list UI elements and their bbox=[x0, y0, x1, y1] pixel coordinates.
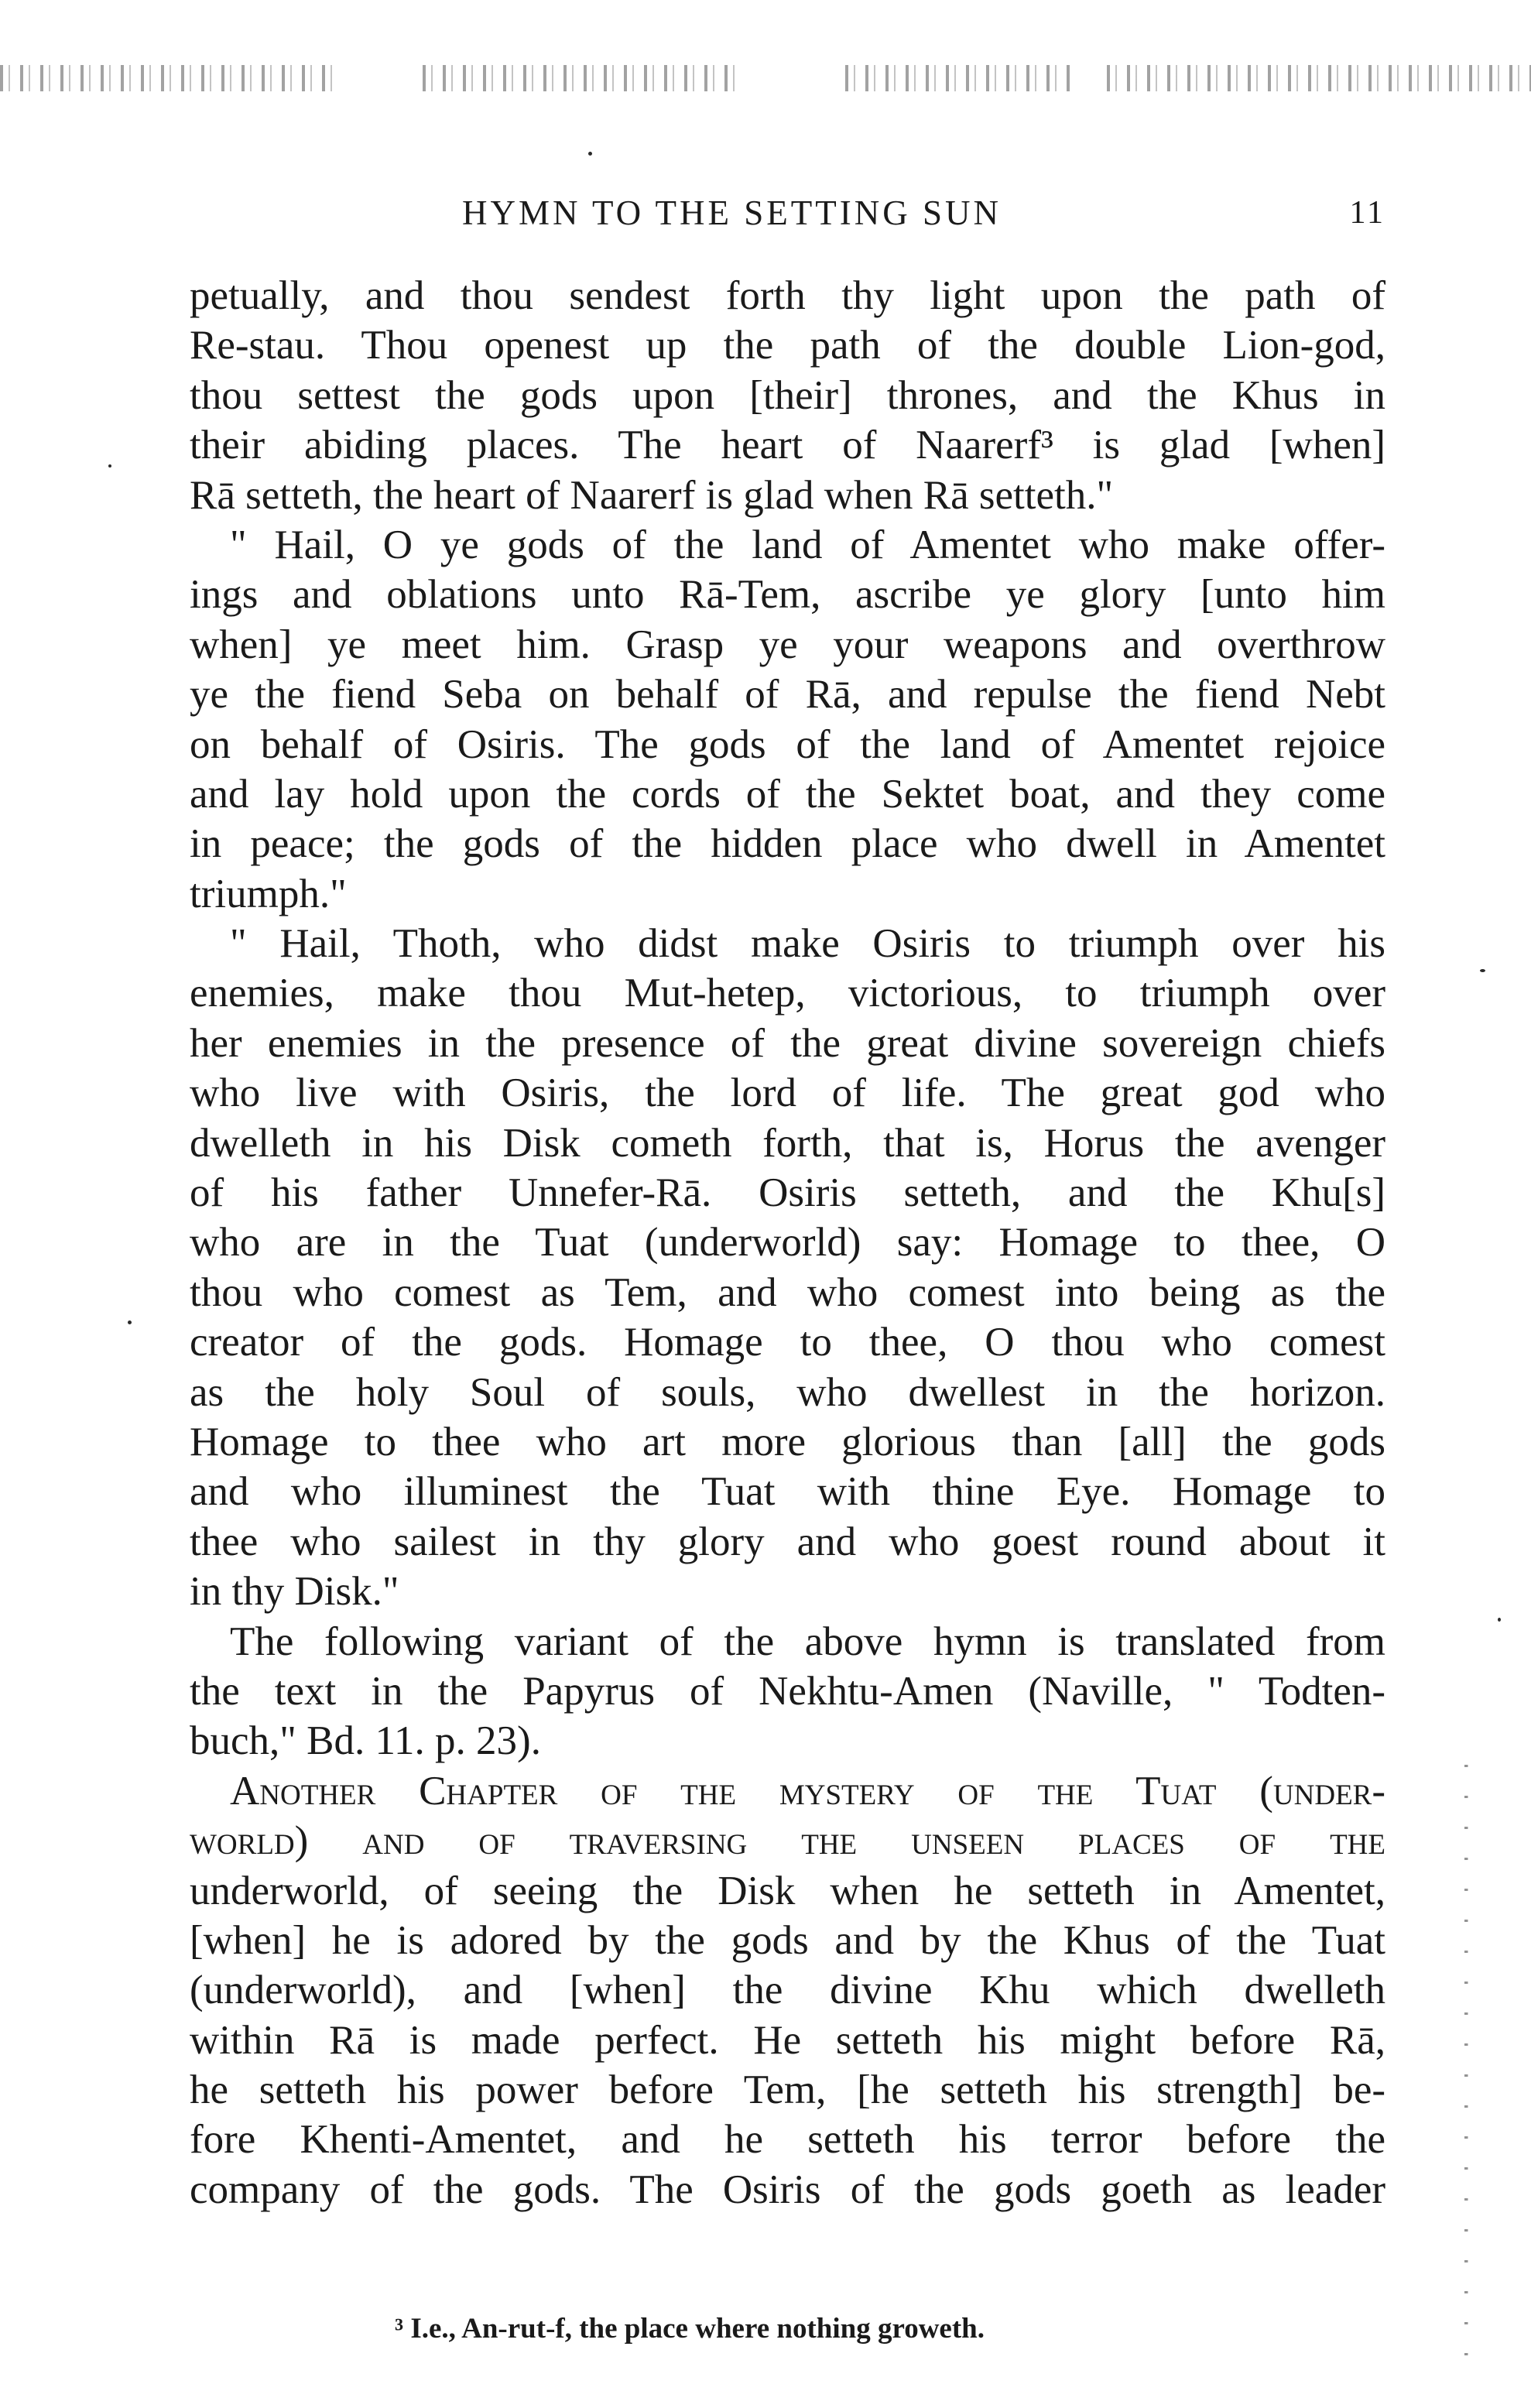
body-text bbox=[190, 271, 1385, 2214]
scan-speck bbox=[128, 1320, 132, 1324]
scan-speck bbox=[108, 464, 111, 468]
text-line: of his father Unnefer-Rā. Osiris setteth, and the Khu[s] bbox=[190, 1170, 1385, 1216]
text-line: creator of the gods. Homage to thee, O thou who comest bbox=[190, 1320, 1385, 1365]
text-line: Re-stau. Thou openest up the path of the double Lion-god, bbox=[190, 323, 1385, 368]
text-line: [when] he is adored by the gods and by the Khus of the Tuat bbox=[190, 1917, 1385, 1963]
text-line: Another Chapter of the mystery of the Tuat (under- bbox=[230, 1768, 1385, 1814]
text-line: " Hail, Thoth, who didst make Osiris to triumph over his bbox=[230, 921, 1385, 967]
text-line: (underworld), and [when] the divine Khu which dwelleth bbox=[190, 1968, 1385, 2013]
text-line: thou who comest as Tem, and who comest into being as the bbox=[190, 1269, 1385, 1315]
text-line: thee who sailest in thy glory and who goest round about it bbox=[190, 1519, 1385, 1564]
text-line: and who illuminest the Tuat with thine Eye. Homage to bbox=[190, 1469, 1385, 1515]
text-line: the text in the Papyrus of Nekhtu-Amen (Naville, " Todten- bbox=[190, 1668, 1385, 1714]
text-line: buch," Bd. 11. p. 23). bbox=[190, 1718, 541, 1764]
scan-speck bbox=[1480, 969, 1485, 972]
text-line: " Hail, O ye gods of the land of Amentet who make offer- bbox=[230, 522, 1385, 567]
text-line: Rā setteth, the heart of Naarerf is glad when Rā setteth." bbox=[190, 472, 1114, 518]
scan-speck bbox=[588, 152, 592, 156]
text-line: petually, and thou sendest forth thy light upon the path of bbox=[190, 273, 1385, 318]
text-line: ings and oblations unto Rā-Tem, ascribe ye glory [unto him bbox=[190, 572, 1385, 618]
text-line: ye the fiend Seba on behalf of Rā, and repulse the fiend Nebt bbox=[190, 672, 1385, 718]
scan-speck bbox=[1498, 1618, 1501, 1622]
text-line: and lay hold upon the cords of the Sektet boat, and they come bbox=[190, 771, 1385, 817]
text-line: triumph." bbox=[190, 871, 347, 916]
scan-noise-band bbox=[0, 65, 1531, 91]
text-line: dwelleth in his Disk cometh forth, that is, Horus the avenger bbox=[190, 1120, 1385, 1166]
text-line: within Rā is made perfect. He setteth his might before Rā, bbox=[190, 2017, 1385, 2063]
text-line: he setteth his power before Tem, [he setteth his strength] be- bbox=[190, 2067, 1385, 2113]
text-line: in peace; the gods of the hidden place who dwell in Amentet bbox=[190, 821, 1385, 867]
text-line: Homage to thee who art more glorious than [all] the gods bbox=[190, 1419, 1385, 1464]
running-head-title: HYMN TO THE SETTING SUN bbox=[462, 194, 1002, 232]
text-line: underworld, of seeing the Disk when he setteth in Amentet, bbox=[190, 1868, 1385, 1913]
text-line: enemies, make thou Mut-hetep, victorious, to triumph over bbox=[190, 971, 1385, 1016]
text-line: when] ye meet him. Grasp ye your weapons and overthrow bbox=[190, 622, 1385, 667]
text-line: world) and of traversing the unseen places of the bbox=[190, 1818, 1385, 1864]
text-line: on behalf of Osiris. The gods of the land of Amentet rejoice bbox=[190, 721, 1385, 767]
text-line: fore Khenti-Amentet, and he setteth his terror before the bbox=[190, 2117, 1385, 2163]
text-line: The following variant of the above hymn is translated from bbox=[230, 1618, 1385, 1664]
footnote: ³ I.e., An-rut-f, the place where nothing groweth. bbox=[395, 2313, 985, 2345]
text-line: in thy Disk." bbox=[190, 1569, 399, 1615]
text-line: their abiding places. The heart of Naarerf³ is glad [when] bbox=[190, 423, 1385, 468]
text-line: as the holy Soul of souls, who dwellest in the horizon. bbox=[190, 1369, 1385, 1415]
text-line: her enemies in the presence of the great divine sovereign chiefs bbox=[190, 1020, 1385, 1066]
running-head bbox=[190, 186, 1385, 240]
text-line: thou settest the gods upon [their] thrones, and the Khus in bbox=[190, 372, 1385, 418]
page-number: 11 bbox=[1349, 195, 1385, 231]
text-line: who live with Osiris, the lord of life. The great god who bbox=[190, 1070, 1385, 1116]
text-line: who are in the Tuat (underworld) say: Homage to thee, O bbox=[190, 1220, 1385, 1266]
text-line: company of the gods. The Osiris of the gods goeth as leader bbox=[190, 2167, 1385, 2212]
margin-scan-noise bbox=[1455, 1765, 1478, 2384]
